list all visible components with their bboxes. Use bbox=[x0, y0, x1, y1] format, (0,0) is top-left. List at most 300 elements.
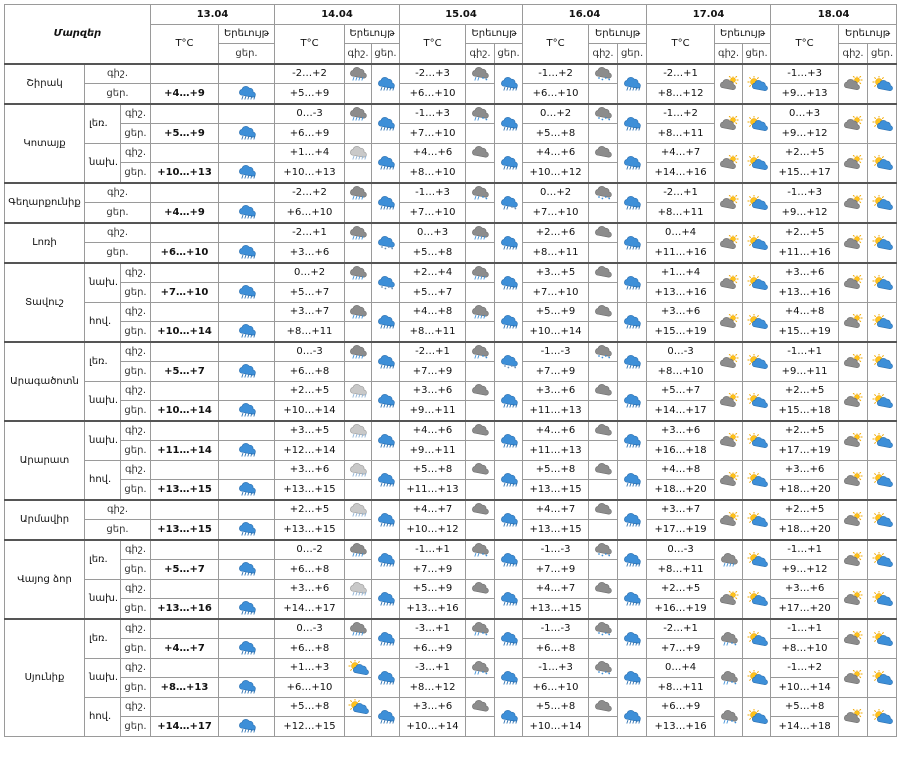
weather-cell-day bbox=[495, 104, 523, 144]
temperature-cell bbox=[151, 619, 219, 639]
temperature-cell: -1…+2 bbox=[647, 104, 715, 124]
weather-cell-night bbox=[589, 480, 618, 500]
weather-cell bbox=[219, 84, 275, 104]
weather-cell-night bbox=[589, 84, 618, 104]
weather-cell-night bbox=[345, 500, 372, 520]
temperature-cell: +7…+10 bbox=[523, 283, 589, 303]
table-row bbox=[5, 540, 897, 560]
cloud-rain-snow-icon bbox=[467, 542, 493, 558]
weather-cell-day bbox=[618, 421, 647, 461]
weather-cell-night bbox=[345, 203, 372, 223]
light-rain-icon bbox=[345, 423, 371, 439]
temperature-cell: +2…+5 bbox=[275, 381, 345, 401]
weather-cell-night bbox=[839, 263, 868, 303]
weather-cell-day bbox=[743, 421, 771, 461]
weather-cell-night bbox=[839, 64, 868, 104]
weather-cell-day bbox=[495, 143, 523, 183]
rain-icon bbox=[619, 354, 645, 370]
rain-icon bbox=[234, 204, 260, 220]
time-of-day-label: ցեր. bbox=[121, 163, 151, 183]
cloud-sun-icon bbox=[840, 552, 866, 568]
weather-cell-day bbox=[495, 223, 523, 263]
weather-cell-night bbox=[715, 183, 743, 223]
temperature-cell: +5…+9 bbox=[151, 124, 219, 144]
weather-cell-night bbox=[466, 302, 495, 322]
table-row bbox=[5, 460, 897, 480]
rain-icon bbox=[234, 284, 260, 300]
weather-cell-night bbox=[589, 441, 618, 461]
cloud-icon bbox=[590, 699, 616, 715]
temperature-cell: -2…+2 bbox=[275, 183, 345, 203]
temperature-cell: +18…+20 bbox=[771, 520, 839, 540]
temperature-cell: +15…+19 bbox=[771, 322, 839, 342]
temperature-cell: 0…+3 bbox=[771, 104, 839, 124]
zone-label: նախ. bbox=[85, 579, 121, 619]
temperature-cell: +13…+15 bbox=[151, 520, 219, 540]
night-col-header: գիշ. bbox=[715, 44, 743, 64]
weather-col-header: Երեւույթ bbox=[345, 24, 400, 44]
cloud-icon bbox=[590, 225, 616, 241]
weather-cell-day bbox=[495, 302, 523, 342]
sun-cloud-icon bbox=[744, 552, 770, 568]
temperature-cell: +6…+10 bbox=[275, 203, 345, 223]
weather-cell-night bbox=[345, 540, 372, 560]
cloud-sun-icon bbox=[716, 314, 742, 330]
temperature-cell: +5…+7 bbox=[151, 362, 219, 382]
weather-cell-day bbox=[743, 143, 771, 183]
rain-icon bbox=[619, 235, 645, 251]
temperature-cell bbox=[151, 143, 219, 163]
rain-icon bbox=[234, 125, 260, 141]
cloud-sun-icon bbox=[716, 433, 742, 449]
sun-cloud-icon bbox=[744, 354, 770, 370]
weather-cell bbox=[219, 619, 275, 639]
temperature-cell: +13…+16 bbox=[647, 283, 715, 303]
weather-cell-night bbox=[466, 599, 495, 619]
weather-cell bbox=[219, 322, 275, 342]
temperature-cell: -1…-3 bbox=[523, 619, 589, 639]
temperature-cell: 0…+2 bbox=[523, 104, 589, 124]
temperature-cell: +9…+11 bbox=[400, 401, 466, 421]
temperature-cell: +4…+9 bbox=[151, 84, 219, 104]
time-of-day-label: ցեր. bbox=[85, 84, 151, 104]
cloud-snow-icon bbox=[590, 344, 616, 360]
weather-cell-night bbox=[589, 658, 618, 678]
sun-cloud-icon bbox=[744, 155, 770, 171]
cloud-sun-icon bbox=[716, 591, 742, 607]
weather-cell-day bbox=[495, 697, 523, 736]
cloud-sun-icon bbox=[716, 155, 742, 171]
temperature-cell: +1…+3 bbox=[275, 658, 345, 678]
region-name: Արագածոտն bbox=[5, 342, 85, 421]
cloud-sun-icon bbox=[840, 116, 866, 132]
rain-icon bbox=[234, 718, 260, 734]
time-of-day-label: գիշ. bbox=[121, 579, 151, 599]
day-col-header: ցեր. bbox=[743, 44, 771, 64]
temperature-cell bbox=[151, 460, 219, 480]
cloud-snow-icon bbox=[590, 66, 616, 82]
weather-cell-night bbox=[466, 84, 495, 104]
time-of-day-label: ցեր. bbox=[121, 441, 151, 461]
weather-col-header: Երեւույթ bbox=[715, 24, 771, 44]
time-of-day-label: գիշ. bbox=[85, 183, 151, 203]
table-row bbox=[5, 381, 897, 401]
time-of-day-label: ցեր. bbox=[121, 678, 151, 698]
time-of-day-label: գիշ. bbox=[85, 500, 151, 520]
weather-cell-day bbox=[743, 263, 771, 303]
weather-cell-night bbox=[345, 460, 372, 480]
cloud-rain-snow-icon bbox=[467, 66, 493, 82]
temperature-cell: +3…+6 bbox=[400, 697, 466, 717]
weather-cell-night bbox=[345, 619, 372, 639]
temperature-cell: 0…-3 bbox=[647, 342, 715, 362]
temperature-cell: +3…+7 bbox=[275, 302, 345, 322]
cloud-icon bbox=[590, 145, 616, 161]
temperature-cell bbox=[151, 421, 219, 441]
temperature-cell: +10…+12 bbox=[400, 520, 466, 540]
date-header: 17.04 bbox=[647, 5, 771, 25]
weather-cell-night bbox=[589, 678, 618, 698]
temperature-cell: +2…+5 bbox=[771, 223, 839, 243]
weather-cell-day bbox=[372, 500, 400, 540]
weather-cell-night bbox=[589, 143, 618, 163]
weather-cell-day bbox=[372, 223, 400, 263]
sun-cloud-icon bbox=[744, 709, 770, 725]
weather-cell-day bbox=[868, 263, 897, 303]
temperature-cell: +4…+9 bbox=[151, 203, 219, 223]
weather-cell-night bbox=[345, 401, 372, 421]
temperature-cell: -2…+1 bbox=[647, 183, 715, 203]
weather-cell-day bbox=[495, 579, 523, 619]
temperature-cell: +8…+10 bbox=[771, 639, 839, 659]
weather-cell-night bbox=[589, 421, 618, 441]
temperature-cell: -1…+3 bbox=[400, 183, 466, 203]
rain-icon bbox=[373, 552, 399, 568]
temperature-cell: +11…+16 bbox=[771, 243, 839, 263]
temperature-cell: -2…+1 bbox=[647, 64, 715, 84]
rain-icon bbox=[496, 512, 522, 528]
sun-cloud-icon bbox=[345, 699, 371, 715]
temperature-cell: -1…-3 bbox=[523, 342, 589, 362]
weather-cell-night bbox=[589, 104, 618, 124]
temperature-cell: +14…+17 bbox=[151, 717, 219, 737]
weather-cell-day bbox=[618, 500, 647, 540]
cloud-snow-icon bbox=[590, 542, 616, 558]
weather-cell-night bbox=[839, 460, 868, 500]
cloud-icon bbox=[467, 502, 493, 518]
time-of-day-label: գիշ. bbox=[121, 658, 151, 678]
rain-icon bbox=[373, 512, 399, 528]
time-of-day-label: ցեր. bbox=[121, 401, 151, 421]
date-header: 18.04 bbox=[771, 5, 897, 25]
cloud-icon bbox=[590, 502, 616, 518]
temperature-cell: +3…+6 bbox=[275, 579, 345, 599]
temperature-cell: -2…+1 bbox=[647, 619, 715, 639]
temperature-cell: -1…+3 bbox=[400, 104, 466, 124]
temperature-cell: +2…+5 bbox=[771, 421, 839, 441]
rain-icon bbox=[619, 155, 645, 171]
temperature-cell: +5…+8 bbox=[523, 460, 589, 480]
cloud-snow-icon bbox=[590, 185, 616, 201]
weather-cell-day bbox=[618, 619, 647, 659]
temperature-cell: -2…+3 bbox=[400, 64, 466, 84]
cloud-icon bbox=[467, 423, 493, 439]
temperature-cell: +6…+8 bbox=[275, 639, 345, 659]
weather-cell-night bbox=[345, 441, 372, 461]
region-name: Շիրակ bbox=[5, 64, 85, 104]
weather-cell-night bbox=[715, 342, 743, 382]
temperature-cell: +4…+7 bbox=[400, 500, 466, 520]
table-row bbox=[5, 223, 897, 243]
weather-cell-day bbox=[372, 104, 400, 144]
weather-cell-day bbox=[495, 540, 523, 580]
weather-cell-night bbox=[589, 283, 618, 303]
region-name: Կոտայք bbox=[5, 104, 85, 183]
cloud-sun-icon bbox=[716, 235, 742, 251]
rain-icon bbox=[234, 679, 260, 695]
time-of-day-label: ցեր. bbox=[121, 639, 151, 659]
weather-cell-day bbox=[372, 64, 400, 104]
weather-cell-night bbox=[466, 362, 495, 382]
rain-icon bbox=[619, 631, 645, 647]
temperature-cell: +6…+10 bbox=[275, 678, 345, 698]
temperature-cell: +16…+18 bbox=[647, 441, 715, 461]
weather-cell-night bbox=[466, 697, 495, 717]
weather-cell-day bbox=[372, 143, 400, 183]
weather-cell-day bbox=[372, 540, 400, 580]
sun-cloud-icon bbox=[744, 195, 770, 211]
weather-cell-night bbox=[589, 560, 618, 580]
weather-cell-night bbox=[466, 658, 495, 678]
weather-cell-day bbox=[495, 421, 523, 461]
cloud-sun-icon bbox=[840, 275, 866, 291]
weather-cell-night bbox=[345, 64, 372, 84]
cloud-snow-icon bbox=[590, 106, 616, 122]
cloud-rain-icon bbox=[345, 344, 371, 360]
temperature-cell: +3…+6 bbox=[771, 263, 839, 283]
temperature-cell: +15…+17 bbox=[771, 163, 839, 183]
temperature-cell: +10…+14 bbox=[275, 401, 345, 421]
temperature-cell: +8…+10 bbox=[400, 163, 466, 183]
weather-cell-day bbox=[372, 381, 400, 421]
temperature-cell: +4…+6 bbox=[523, 143, 589, 163]
rain-icon bbox=[234, 521, 260, 537]
rain-icon bbox=[496, 591, 522, 607]
table-row bbox=[5, 143, 897, 163]
rain-icon bbox=[234, 323, 260, 339]
zone-label: նախ. bbox=[85, 381, 121, 421]
weather-cell-night bbox=[715, 500, 743, 540]
weather-cell-day bbox=[618, 302, 647, 342]
weather-cell-day bbox=[618, 64, 647, 104]
weather-cell-day bbox=[618, 540, 647, 580]
cloud-rain-icon bbox=[467, 304, 493, 320]
temperature-cell: +14…+17 bbox=[647, 401, 715, 421]
rain-icon bbox=[619, 275, 645, 291]
temperature-cell: +5…+8 bbox=[523, 697, 589, 717]
temperature-cell: +13…+15 bbox=[275, 480, 345, 500]
sun-cloud-icon bbox=[744, 393, 770, 409]
temperature-cell: +2…+5 bbox=[275, 500, 345, 520]
temp-col-header: T°C bbox=[151, 24, 219, 64]
temperature-cell: -1…+3 bbox=[523, 658, 589, 678]
temperature-cell: +6…+10 bbox=[523, 678, 589, 698]
weather-cell-night bbox=[466, 500, 495, 520]
weather-cell-night bbox=[345, 658, 372, 678]
zone-label: լեռ. bbox=[85, 342, 121, 382]
weather-cell-night bbox=[345, 560, 372, 580]
temperature-cell: +4…+7 bbox=[523, 500, 589, 520]
weather-cell-day bbox=[495, 263, 523, 303]
temperature-cell: +5…+9 bbox=[275, 84, 345, 104]
cloud-icon bbox=[467, 699, 493, 715]
weather-cell-night bbox=[345, 697, 372, 717]
cloud-sun-icon bbox=[840, 433, 866, 449]
weather-cell bbox=[219, 460, 275, 480]
weather-cell bbox=[219, 223, 275, 243]
temperature-cell: +12…+15 bbox=[275, 717, 345, 737]
weather-cell-night bbox=[345, 84, 372, 104]
weather-cell-night bbox=[589, 342, 618, 362]
cloud-sun-icon bbox=[840, 155, 866, 171]
weather-cell-night bbox=[345, 183, 372, 203]
temperature-cell bbox=[151, 579, 219, 599]
temperature-cell: +17…+20 bbox=[771, 599, 839, 619]
weather-cell-day bbox=[868, 540, 897, 580]
temperature-cell: +7…+10 bbox=[400, 124, 466, 144]
temperature-cell: +6…+10 bbox=[151, 243, 219, 263]
weather-cell-night bbox=[715, 697, 743, 736]
weather-cell bbox=[219, 263, 275, 283]
weather-cell-day bbox=[618, 381, 647, 421]
table-row bbox=[5, 104, 897, 124]
temperature-cell: +4…+7 bbox=[647, 143, 715, 163]
weather-cell-day bbox=[743, 540, 771, 580]
table-row bbox=[5, 697, 897, 717]
zone-label: լեռ. bbox=[85, 104, 121, 144]
sun-cloud-icon bbox=[869, 235, 895, 251]
weather-cell-day bbox=[618, 697, 647, 736]
light-rain-icon bbox=[345, 383, 371, 399]
temperature-cell: +10…+13 bbox=[151, 163, 219, 183]
weather-cell-night bbox=[345, 362, 372, 382]
rain-icon bbox=[619, 591, 645, 607]
cloud-icon bbox=[590, 383, 616, 399]
temperature-cell: +2…+4 bbox=[400, 263, 466, 283]
light-rain-icon bbox=[345, 462, 371, 478]
weather-cell-night bbox=[345, 342, 372, 362]
weather-cell-night bbox=[589, 203, 618, 223]
temperature-cell: +9…+11 bbox=[400, 441, 466, 461]
rain-icon bbox=[619, 314, 645, 330]
weather-cell-day bbox=[495, 64, 523, 104]
date-header: 14.04 bbox=[275, 5, 400, 25]
weather-cell-day bbox=[618, 183, 647, 223]
weather-cell bbox=[219, 560, 275, 580]
table-row bbox=[5, 619, 897, 639]
sun-cloud-icon bbox=[869, 512, 895, 528]
temperature-cell: +1…+4 bbox=[275, 143, 345, 163]
temperature-cell: +1…+4 bbox=[647, 263, 715, 283]
cloud-sun-icon bbox=[840, 591, 866, 607]
temperature-cell: +8…+13 bbox=[151, 678, 219, 698]
weather-cell-night bbox=[589, 163, 618, 183]
weather-cell bbox=[219, 283, 275, 303]
temperature-cell: +7…+9 bbox=[523, 362, 589, 382]
weather-cell-night bbox=[715, 658, 743, 697]
time-of-day-label: ցեր. bbox=[85, 243, 151, 263]
sun-cloud-icon bbox=[345, 660, 371, 676]
weather-cell-night bbox=[466, 322, 495, 342]
temp-col-header: T°C bbox=[523, 24, 589, 64]
weather-cell bbox=[219, 342, 275, 362]
temperature-cell: +11…+14 bbox=[151, 441, 219, 461]
weather-cell-night bbox=[466, 678, 495, 698]
weather-cell-day bbox=[495, 381, 523, 421]
rain-icon bbox=[496, 314, 522, 330]
temperature-cell: +13…+15 bbox=[151, 480, 219, 500]
weather-cell-night bbox=[589, 362, 618, 382]
cloud-snow-icon bbox=[590, 660, 616, 676]
temperature-cell: +2…+5 bbox=[771, 500, 839, 520]
rain-icon bbox=[373, 354, 399, 370]
temperature-cell: -1…+3 bbox=[771, 183, 839, 203]
table-row bbox=[5, 342, 897, 362]
temperature-cell: +13…+16 bbox=[647, 717, 715, 737]
time-of-day-label: գիշ. bbox=[121, 104, 151, 124]
cloud-rain-icon bbox=[716, 552, 742, 568]
weather-cell bbox=[219, 362, 275, 382]
weather-cell-day bbox=[495, 460, 523, 500]
weather-cell-night bbox=[589, 243, 618, 263]
time-of-day-label: գիշ. bbox=[121, 540, 151, 560]
date-header: 16.04 bbox=[523, 5, 647, 25]
sun-cloud-icon bbox=[744, 472, 770, 488]
region-name: Վայոց ձոր bbox=[5, 540, 85, 619]
weather-cell bbox=[219, 579, 275, 599]
weather-cell-night bbox=[715, 381, 743, 421]
sun-cloud-icon bbox=[869, 472, 895, 488]
temperature-cell: +17…+19 bbox=[771, 441, 839, 461]
weather-cell-night bbox=[715, 104, 743, 144]
weather-cell-night bbox=[589, 401, 618, 421]
sun-cloud-icon bbox=[869, 591, 895, 607]
weather-cell-night bbox=[715, 619, 743, 659]
temperature-cell: +10…+14 bbox=[523, 322, 589, 342]
temperature-cell: +10…+13 bbox=[275, 163, 345, 183]
weather-cell-night bbox=[345, 599, 372, 619]
temperature-cell: +3…+5 bbox=[275, 421, 345, 441]
weather-cell-night bbox=[589, 223, 618, 243]
time-of-day-label: գիշ. bbox=[85, 223, 151, 243]
cloud-rain-snow-icon bbox=[467, 106, 493, 122]
weather-col-header: Երեւույթ bbox=[589, 24, 647, 44]
temperature-cell: +4…+6 bbox=[523, 421, 589, 441]
weather-cell-night bbox=[839, 104, 868, 144]
forecast-table-wrapper bbox=[4, 4, 897, 737]
rain-icon bbox=[373, 670, 399, 686]
weather-cell-night bbox=[466, 342, 495, 362]
weather-cell-night bbox=[466, 143, 495, 163]
rain-icon bbox=[373, 195, 399, 211]
temperature-cell bbox=[151, 183, 219, 203]
cloud-icon bbox=[590, 304, 616, 320]
night-col-header: գիշ. bbox=[345, 44, 372, 64]
weather-col-header: Երեւույթ bbox=[466, 24, 523, 44]
temperature-cell: +6…+8 bbox=[275, 560, 345, 580]
time-of-day-label: ցեր. bbox=[121, 480, 151, 500]
weather-cell-night bbox=[839, 540, 868, 580]
